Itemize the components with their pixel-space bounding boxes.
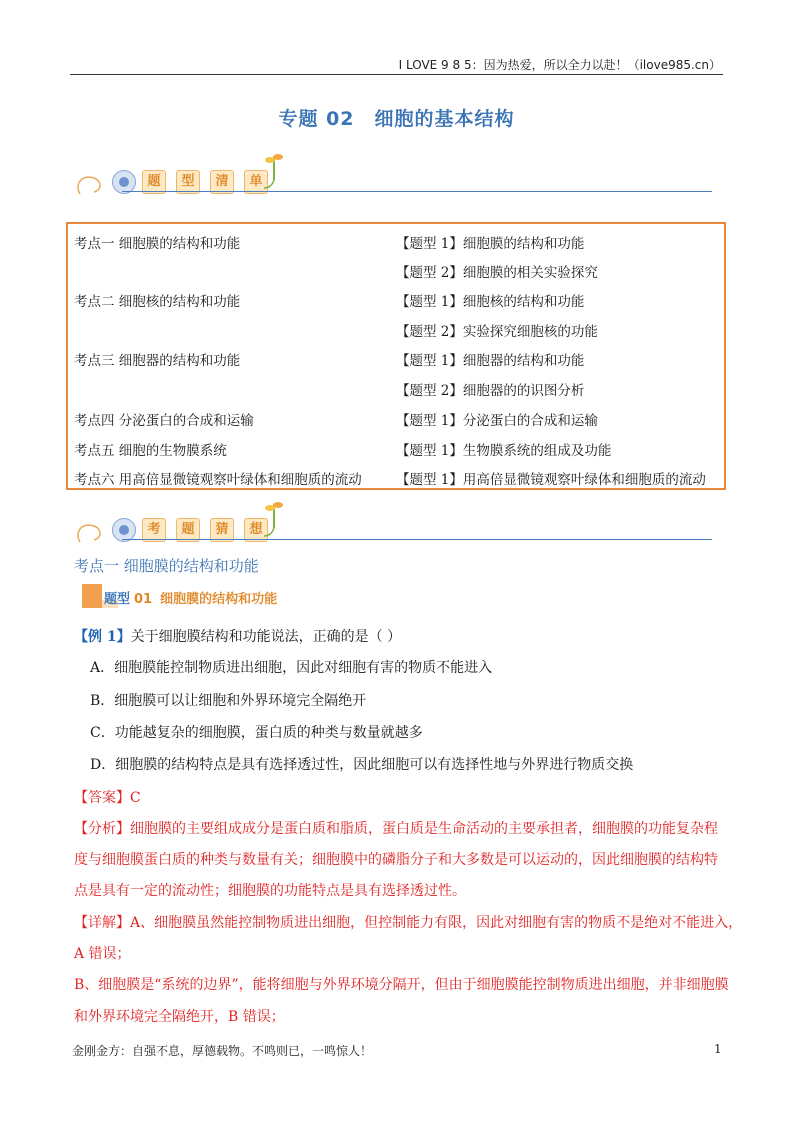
toc-topic: 考点一 细胞膜的结构和功能 [74, 236, 241, 252]
toc-type: 【题型 2】实验探究细胞核的功能 [396, 324, 598, 340]
footer-motto: 金刚金方：自强不息，厚德载物。不鸣则已，一鸣惊人！ [72, 1044, 373, 1058]
sprout-icon [262, 498, 286, 538]
qtype-title: 细胞膜的结构和功能 [160, 592, 278, 607]
banner-char: 考 [142, 518, 166, 542]
answer-line: 【答案】C [74, 790, 141, 806]
detail-line: 【详解】A、细胞膜虽然能控制物质进出细胞，但控制能力有限，因此对细胞有害的物质不是绝对不能进入， [74, 915, 743, 931]
analysis-line: 【分析】细胞膜的主要组成成分是蛋白质和脂质，蛋白质是生命活动的主要承担者，细胞膜的功能复杂程 [74, 821, 718, 837]
detail-line: 和外界环境完全隔绝开，B 错误； [74, 1009, 285, 1025]
banner-char: 单 [244, 170, 268, 194]
toc-type: 【题型 1】分泌蛋白的合成和运输 [396, 413, 598, 429]
banner-question-types [72, 150, 712, 200]
swirl-decoration-icon [72, 150, 152, 200]
sprout-icon [262, 150, 286, 190]
qtype-prefix: 题型 [104, 592, 131, 607]
detail-line: B、细胞膜是“系统的边界”，能将细胞与外界环境分隔开，但由于细胞膜能控制物质进出细胞，并非细胞膜 [74, 977, 729, 993]
banner-exam-predictions [72, 498, 712, 548]
banner-underline [122, 539, 712, 540]
option-c: C．功能越复杂的细胞膜，蛋白质的种类与数量就越多 [90, 725, 423, 741]
option-a: A．细胞膜能控制物质进出细胞，因此对细胞有害的物质不能进入 [90, 660, 493, 676]
toc-topic: 考点五 细胞的生物膜系统 [74, 443, 227, 459]
header-divider [70, 74, 723, 75]
toc-type: 【题型 1】细胞器的结构和功能 [396, 353, 585, 369]
banner-underline [122, 191, 712, 192]
swirl-decoration-icon [72, 498, 152, 548]
page-title: 专题 02 细胞的基本结构 [278, 108, 515, 130]
analysis-line: 点是具有一定的流动性；细胞膜的功能特点是具有选择透过性。 [74, 883, 466, 899]
toc-topic: 考点四 分泌蛋白的合成和运输 [74, 413, 254, 429]
toc-type: 【题型 1】用高倍显微镜观察叶绿体和细胞质的流动 [396, 472, 706, 488]
header-text: I LOVE 9 8 5：因为热爱，所以全力以赴！（ilove985.cn） [398, 58, 721, 72]
toc-topic: 考点六 用高倍显微镜观察叶绿体和细胞质的流动 [74, 472, 362, 488]
example-tag: 【例 1】 [74, 629, 131, 645]
section-heading: 考点一 细胞膜的结构和功能 [74, 557, 259, 575]
banner-char: 型 [176, 170, 200, 194]
banner-char: 题 [176, 518, 200, 542]
toc-type: 【题型 1】细胞膜的结构和功能 [396, 236, 585, 252]
option-b: B．细胞膜可以让细胞和外界环境完全隔绝开 [90, 693, 367, 709]
toc-type: 【题型 1】生物膜系统的组成及功能 [396, 443, 612, 459]
toc-topic: 考点二 细胞核的结构和功能 [74, 294, 241, 310]
banner-char: 题 [142, 170, 166, 194]
toc-topic: 考点三 细胞器的结构和功能 [74, 353, 241, 369]
banner-char: 清 [210, 170, 234, 194]
banner-char: 猜 [210, 518, 234, 542]
example-question [74, 626, 401, 646]
toc-type: 【题型 2】细胞膜的相关实验探究 [396, 265, 598, 281]
banner-char: 想 [244, 518, 268, 542]
toc-box [66, 222, 726, 490]
option-d: D．细胞膜的结构特点是具有选择透过性，因此细胞可以有选择性地与外界进行物质交换 [90, 757, 634, 773]
toc-type: 【题型 2】细胞器的的识图分析 [396, 383, 585, 399]
toc-type: 【题型 1】细胞核的结构和功能 [396, 294, 585, 310]
page-number: 1 [714, 1042, 722, 1056]
detail-line: A 错误； [74, 946, 131, 962]
question-text: 关于细胞膜结构和功能说法，正确的是（ ） [130, 629, 402, 645]
analysis-line: 度与细胞膜蛋白质的种类与数量有关；细胞膜中的磷脂分子和大多数是可以运动的，因此细胞膜的结构特 [74, 852, 718, 868]
qtype-number: 01 [134, 592, 153, 607]
